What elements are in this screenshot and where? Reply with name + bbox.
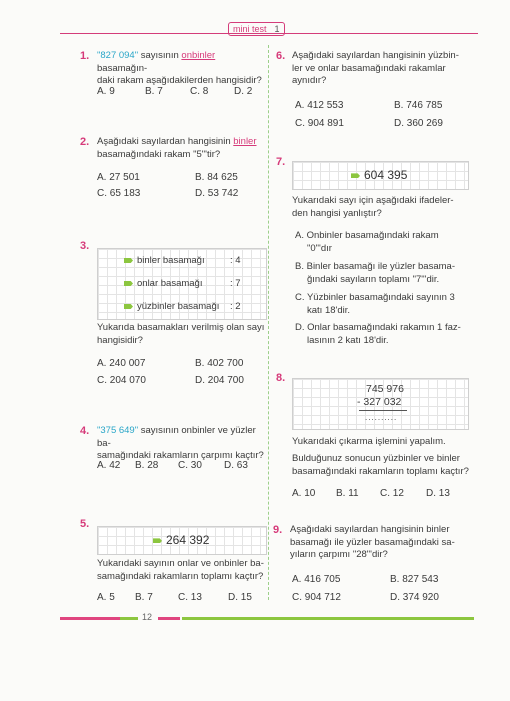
q8-line3: basamağındaki rakamların toplamı kaçtır? bbox=[292, 465, 469, 477]
q9-option-c[interactable]: C. 904 712 bbox=[292, 592, 341, 603]
q5-option-b[interactable]: B. 7 bbox=[135, 592, 153, 603]
q2-option-c[interactable]: C. 65 183 bbox=[97, 188, 141, 199]
q1-option-c[interactable]: C. 8 bbox=[190, 86, 209, 97]
q3-number: 3. bbox=[80, 240, 90, 252]
mini-test-title: mini test bbox=[233, 24, 267, 34]
q5-number: 5. bbox=[80, 518, 90, 530]
q7-option-d-l2: lasının 2 katı 18'dir. bbox=[307, 334, 389, 346]
q7-number: 7. bbox=[276, 156, 286, 168]
page-number: 12 bbox=[142, 612, 153, 622]
q3-text bbox=[97, 322, 267, 347]
q4-text bbox=[97, 425, 269, 463]
footer-bar-green-right bbox=[182, 617, 474, 620]
q9-option-a[interactable]: A. 416 705 bbox=[292, 574, 341, 585]
q7-option-b-l2: ğındaki sayıların toplamı "7"'dir. bbox=[307, 273, 440, 285]
q8-result-dots: .......... bbox=[365, 413, 398, 422]
q6-text bbox=[292, 50, 472, 88]
q5-line2: samağındaki rakamların toplamı kaçtır? bbox=[97, 570, 264, 582]
q8-option-c[interactable]: C. 12 bbox=[380, 488, 404, 499]
q7-option-c[interactable] bbox=[295, 292, 470, 317]
q3-line1: Yukarıda basamakları verilmiş olan sayı bbox=[97, 322, 265, 333]
q1-option-a[interactable]: A. 9 bbox=[97, 86, 115, 97]
q2-number: 2. bbox=[80, 136, 90, 148]
q1-number: 1. bbox=[80, 50, 90, 62]
q3-row-1-value: : 4 bbox=[230, 255, 241, 266]
q3-row-3-value: : 2 bbox=[230, 301, 241, 312]
q3-row-1-label: binler basamağı bbox=[137, 255, 205, 266]
q6-option-a[interactable]: A. 412 553 bbox=[295, 100, 344, 111]
q6-option-d[interactable]: D. 360 269 bbox=[394, 118, 443, 129]
q1-post: basamağın- bbox=[97, 62, 148, 74]
q6-option-c[interactable]: C. 904 891 bbox=[295, 118, 344, 129]
q9-number: 9. bbox=[273, 524, 283, 536]
q1-highlight: "827 094" bbox=[97, 50, 139, 61]
q8-option-a[interactable]: A. 10 bbox=[292, 488, 316, 499]
q7-number-display bbox=[351, 168, 407, 182]
q7-option-a-l1: A. Onbinler basamağındaki rakam bbox=[295, 230, 439, 241]
q6-option-b[interactable]: B. 746 785 bbox=[394, 100, 443, 111]
q4-highlight: "375 649" bbox=[97, 425, 139, 436]
q3-option-a[interactable]: A. 240 007 bbox=[97, 358, 146, 369]
q4-number: 4. bbox=[80, 425, 90, 437]
q1-option-d[interactable]: D. 2 bbox=[234, 86, 253, 97]
q8-subtrahend: - 327 032 bbox=[357, 396, 402, 408]
q7-option-a[interactable] bbox=[295, 230, 470, 255]
q1-underline: onbinler bbox=[181, 50, 216, 61]
pencil-icon bbox=[124, 258, 133, 263]
q5-line1: Yukarıdaki sayının onlar ve onbinler ba- bbox=[97, 558, 264, 569]
q8-minuend: 745 976 bbox=[366, 383, 404, 395]
pencil-icon bbox=[124, 304, 133, 309]
q8-question bbox=[292, 453, 474, 478]
q4-line1: sayısının onbinler ve yüzler ba- bbox=[97, 425, 256, 449]
q3-row-2-label: onlar basamağı bbox=[137, 278, 203, 289]
q9-line2: basamağı ile yüzler basamağındaki sa- bbox=[290, 536, 455, 548]
q8-option-d[interactable]: D. 13 bbox=[426, 488, 450, 499]
pencil-icon bbox=[124, 281, 133, 286]
q9-text bbox=[290, 524, 474, 562]
q7-option-c-l1: C. Yüzbinler basamağındaki sayının 3 bbox=[295, 292, 455, 303]
q6-line1: Aşağıdaki sayılardan hangisinin yüzbin- bbox=[292, 50, 459, 61]
q6-line2: ler ve onlar basamağındaki rakamlar bbox=[292, 62, 446, 74]
q3-option-c[interactable]: C. 204 070 bbox=[97, 375, 146, 386]
q1-pre: sayısının bbox=[138, 50, 182, 61]
q7-number-value: 604 395 bbox=[364, 168, 408, 182]
q4-option-d[interactable]: D. 63 bbox=[224, 460, 248, 471]
q5-grid-box bbox=[97, 526, 267, 555]
q8-line2: Bulduğunuz sonucun yüzbinler ve binler bbox=[292, 453, 460, 464]
q9-line1: Aşağıdaki sayılardan hangisinin binler bbox=[290, 524, 450, 535]
q5-option-a[interactable]: A. 5 bbox=[97, 592, 115, 603]
q3-row-2-value: : 7 bbox=[230, 278, 241, 289]
q1-text bbox=[97, 50, 267, 88]
q7-option-d-l1: D. Onlar basamağındaki rakamın 1 faz- bbox=[295, 322, 461, 333]
q5-text bbox=[97, 558, 269, 583]
footer-bar-pink-right bbox=[158, 617, 180, 620]
q4-option-c[interactable]: C. 30 bbox=[178, 460, 202, 471]
pencil-icon bbox=[153, 538, 162, 543]
q6-number: 6. bbox=[276, 50, 286, 62]
q1-option-b[interactable]: B. 7 bbox=[145, 86, 163, 97]
q8-line1: Yukarıdaki çıkarma işlemini yapalım. bbox=[292, 436, 446, 447]
q5-number-value: 264 392 bbox=[166, 533, 210, 547]
q7-option-a-l2: "0"'dır bbox=[307, 242, 332, 254]
q3-row-3 bbox=[124, 301, 219, 314]
q4-option-a[interactable]: A. 42 bbox=[97, 460, 121, 471]
q4-line2: samağındaki rakamların çarpımı kaçtır? bbox=[97, 450, 264, 461]
q2-line1: Aşağıdaki sayılardan hangisinin bbox=[97, 136, 234, 147]
q3-row-3-label: yüzbinler basamağı bbox=[137, 301, 220, 312]
q3-row-1 bbox=[124, 255, 205, 268]
mini-test-number: 1 bbox=[274, 24, 280, 34]
q2-underline: binler bbox=[233, 136, 257, 147]
q3-grid-box bbox=[97, 248, 267, 320]
column-divider bbox=[268, 45, 269, 600]
q9-option-b[interactable]: B. 827 543 bbox=[390, 574, 439, 585]
q3-row-2 bbox=[124, 278, 202, 291]
q3-option-b[interactable]: B. 402 700 bbox=[195, 358, 244, 369]
q8-sum-line bbox=[359, 410, 407, 411]
footer-bar-green-left bbox=[120, 617, 138, 620]
q2-option-d[interactable]: D. 53 742 bbox=[195, 188, 239, 199]
q2-option-b[interactable]: B. 84 625 bbox=[195, 172, 238, 183]
q7-line2: den hangisi yanlıştır? bbox=[292, 207, 382, 219]
q9-option-d[interactable]: D. 374 920 bbox=[390, 592, 439, 603]
pencil-icon bbox=[351, 173, 360, 178]
q8-text bbox=[292, 436, 472, 449]
q8-option-b[interactable]: B. 11 bbox=[336, 488, 359, 499]
q4-option-b[interactable]: B. 28 bbox=[135, 460, 159, 471]
q2-line2: basamağındaki rakam "5"'tir? bbox=[97, 148, 221, 160]
q7-text bbox=[292, 195, 472, 220]
q8-number: 8. bbox=[276, 372, 286, 384]
q1-line2: daki rakam aşağıdakilerden hangisidir? bbox=[97, 75, 262, 86]
q9-line3: yıların çarpımı "28"'dir? bbox=[290, 549, 388, 560]
q2-option-a[interactable]: A. 27 501 bbox=[97, 172, 140, 183]
q2-text bbox=[97, 136, 267, 161]
q3-line2: hangisidir? bbox=[97, 334, 143, 346]
footer-bar-pink-left bbox=[60, 617, 120, 620]
q5-option-d[interactable]: D. 15 bbox=[228, 592, 252, 603]
q7-option-b-l1: B. Binler basamağı ile yüzler basama- bbox=[295, 261, 455, 272]
q7-option-d[interactable] bbox=[295, 322, 470, 347]
q5-option-c[interactable]: C. 13 bbox=[178, 592, 202, 603]
q6-line3: aynıdır? bbox=[292, 75, 327, 86]
q7-option-c-l2: katı 18'dir. bbox=[307, 304, 351, 316]
q7-option-b[interactable] bbox=[295, 261, 470, 286]
header-rule bbox=[60, 33, 478, 34]
q5-number-display bbox=[153, 533, 209, 547]
q7-grid-box bbox=[292, 161, 469, 190]
q7-line1: Yukarıdaki sayı için aşağıdaki ifadeler- bbox=[292, 195, 454, 206]
q3-option-d[interactable]: D. 204 700 bbox=[195, 375, 244, 386]
q8-grid-box bbox=[292, 378, 469, 430]
